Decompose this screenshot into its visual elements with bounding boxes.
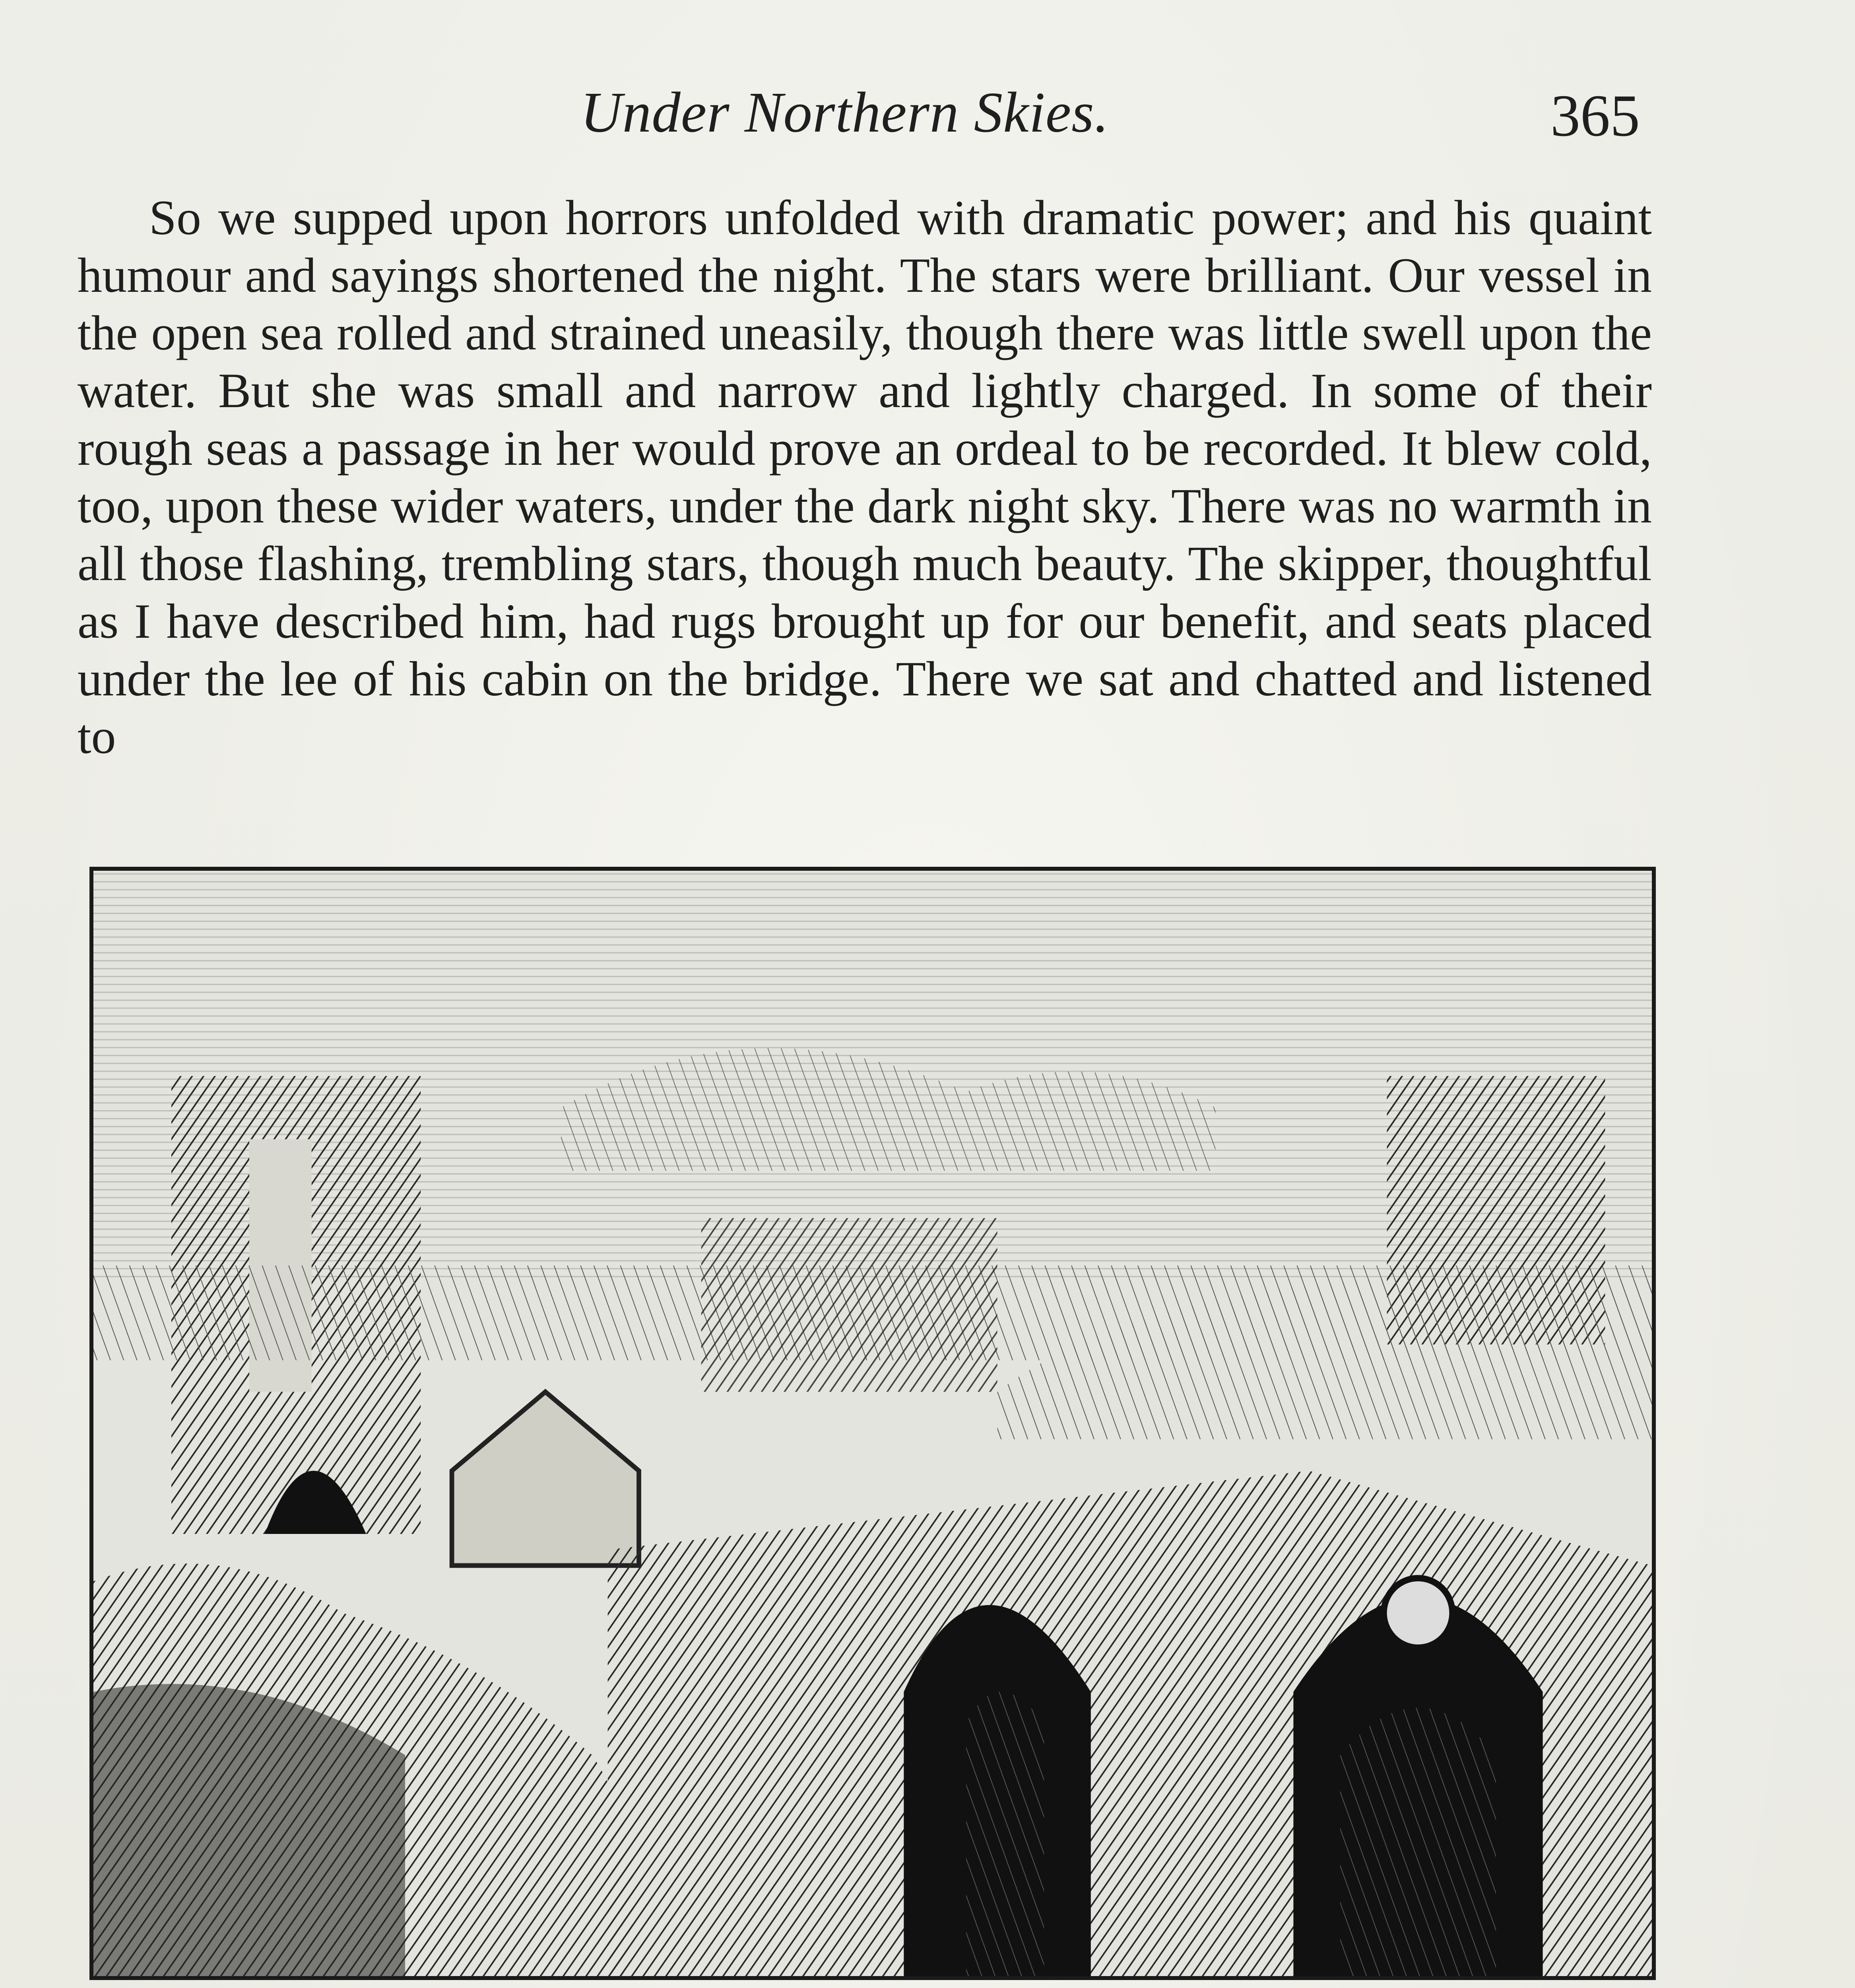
running-title: Under Northern Skies. [580, 81, 1109, 144]
paragraph-1: So we supped upon horrors unfolded with dramatic power; and his quaint humour and sayings shortened the night. The stars were brilliant. Our vessel in the open sea rolled and strained uneasily, though there was little swell upon the water. But she was small and narrow and lightly charged. In some of their rough seas a passage in her would prove an ordeal to be recorded. It blew cold, too, upon these wider waters, under the dark night sky. There was no warmth in all those flashing, trembling stars, though much beauty. The skipper, thoughtful as I have described him, had rugs brought up for our benefit, and seats placed under the lee of his cabin on the bridge. There we sat and chatted and listened to [78, 190, 1652, 764]
page-number: 365 [1550, 83, 1640, 149]
engraving-ruins [93, 871, 1652, 1976]
wisby-illustration [89, 867, 1656, 1980]
running-head [0, 68, 1855, 155]
body-text-top [78, 189, 1652, 765]
